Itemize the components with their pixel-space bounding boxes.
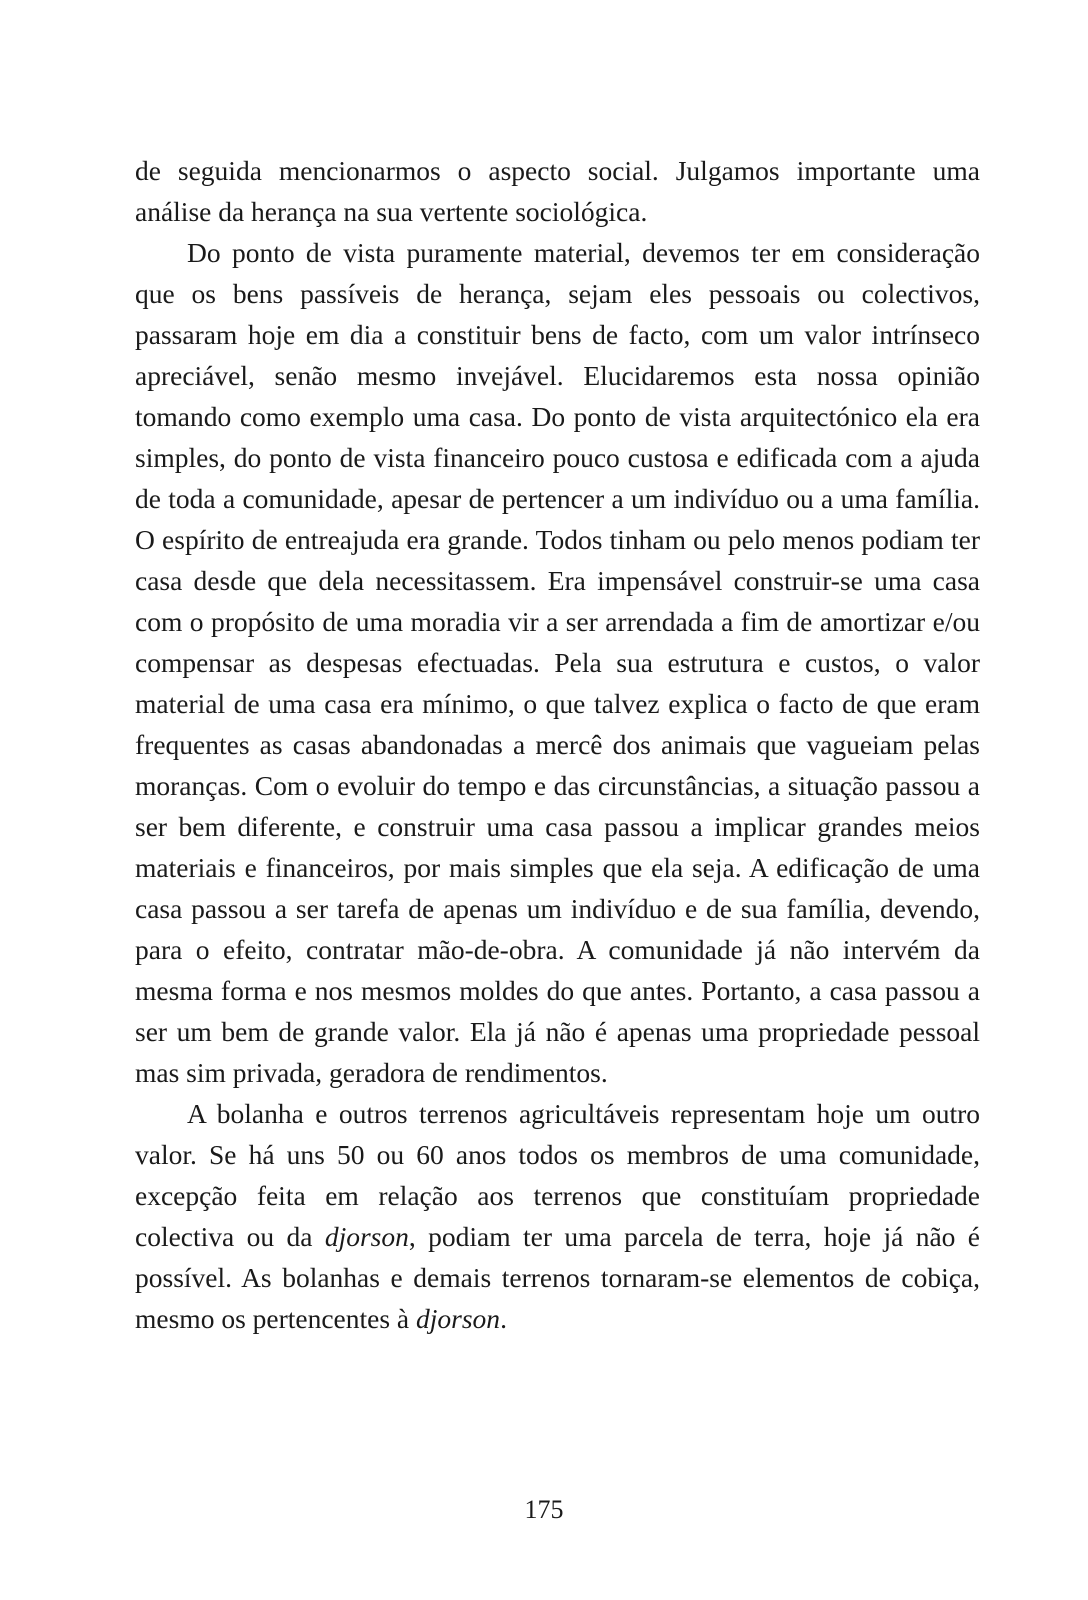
paragraph-3-text-c: . xyxy=(500,1303,507,1334)
paragraph-3-text-b: , podiam ter uma parcela de terra, hoje já não é possível. As bolanhas e demais terrenos tornaram-se elementos de cobiça, mesmo os pertencentes à xyxy=(135,1221,980,1334)
paragraph-1: de seguida mencionarmos o aspecto social. Julgamos importante uma análise da herança na sua vertente sociológica. xyxy=(135,155,980,227)
paragraph-3 xyxy=(135,1093,980,1339)
page-number: 175 xyxy=(524,1495,564,1524)
paragraph-3-term-djorson-2: djorson xyxy=(416,1303,501,1334)
paragraph-3-text-a: A bolanha e outros terrenos agricultáveis representam hoje um outro valor. Se há uns 50 ou 60 anos todos os membros de uma comunidade, excepção feita em relação aos terrenos que constituíam propriedade colectiva ou da xyxy=(135,1098,980,1252)
page-body xyxy=(135,150,980,1339)
paragraph-3-term-djorson: djorson xyxy=(324,1221,409,1252)
paragraph-2: Do ponto de vista puramente material, devemos ter em consideração que os bens passíveis de herança, sejam eles pessoais ou colectivos, passaram hoje em dia a constituir bens de facto, com um valor intrínseco apreciável, senão mesmo invejável. Elucidaremos esta nossa opinião tomando como exemplo uma casa. Do ponto de vista arquitectónico ela era simples, do ponto de vista financeiro pouco custosa e edificada com a ajuda de toda a comunidade, apesar de pertencer a um indivíduo ou a uma família. O espírito de entreajuda era grande. Todos tinham ou pelo menos podiam ter casa desde que dela necessitassem. Era impensável construir-se uma casa com o propósito de uma moradia vir a ser arrendada a fim de amortizar e/ou compensar as despesas efectuadas. Pela sua estrutura e custos, o valor material de uma casa era mínimo, o que talvez explica o facto de que eram frequentes as casas abandonadas a mercê dos animais que vagueiam pelas moranças. Com o evoluir do tempo e das circunstâncias, a situação passou a ser bem diferente, e construir uma casa passou a implicar grandes meios materiais e financeiros, por mais simples que ela seja. A edificação de uma casa passou a ser tarefa de apenas um indivíduo e de sua família, devendo, para o efeito, contratar mão-de-obra. A comunidade já não intervém da mesma forma e nos mesmos moldes do que antes. Portanto, a casa passou a ser um bem de grande valor. Ela já não é apenas uma propriedade pessoal mas sim privada, geradora de rendimentos. xyxy=(135,237,980,1088)
